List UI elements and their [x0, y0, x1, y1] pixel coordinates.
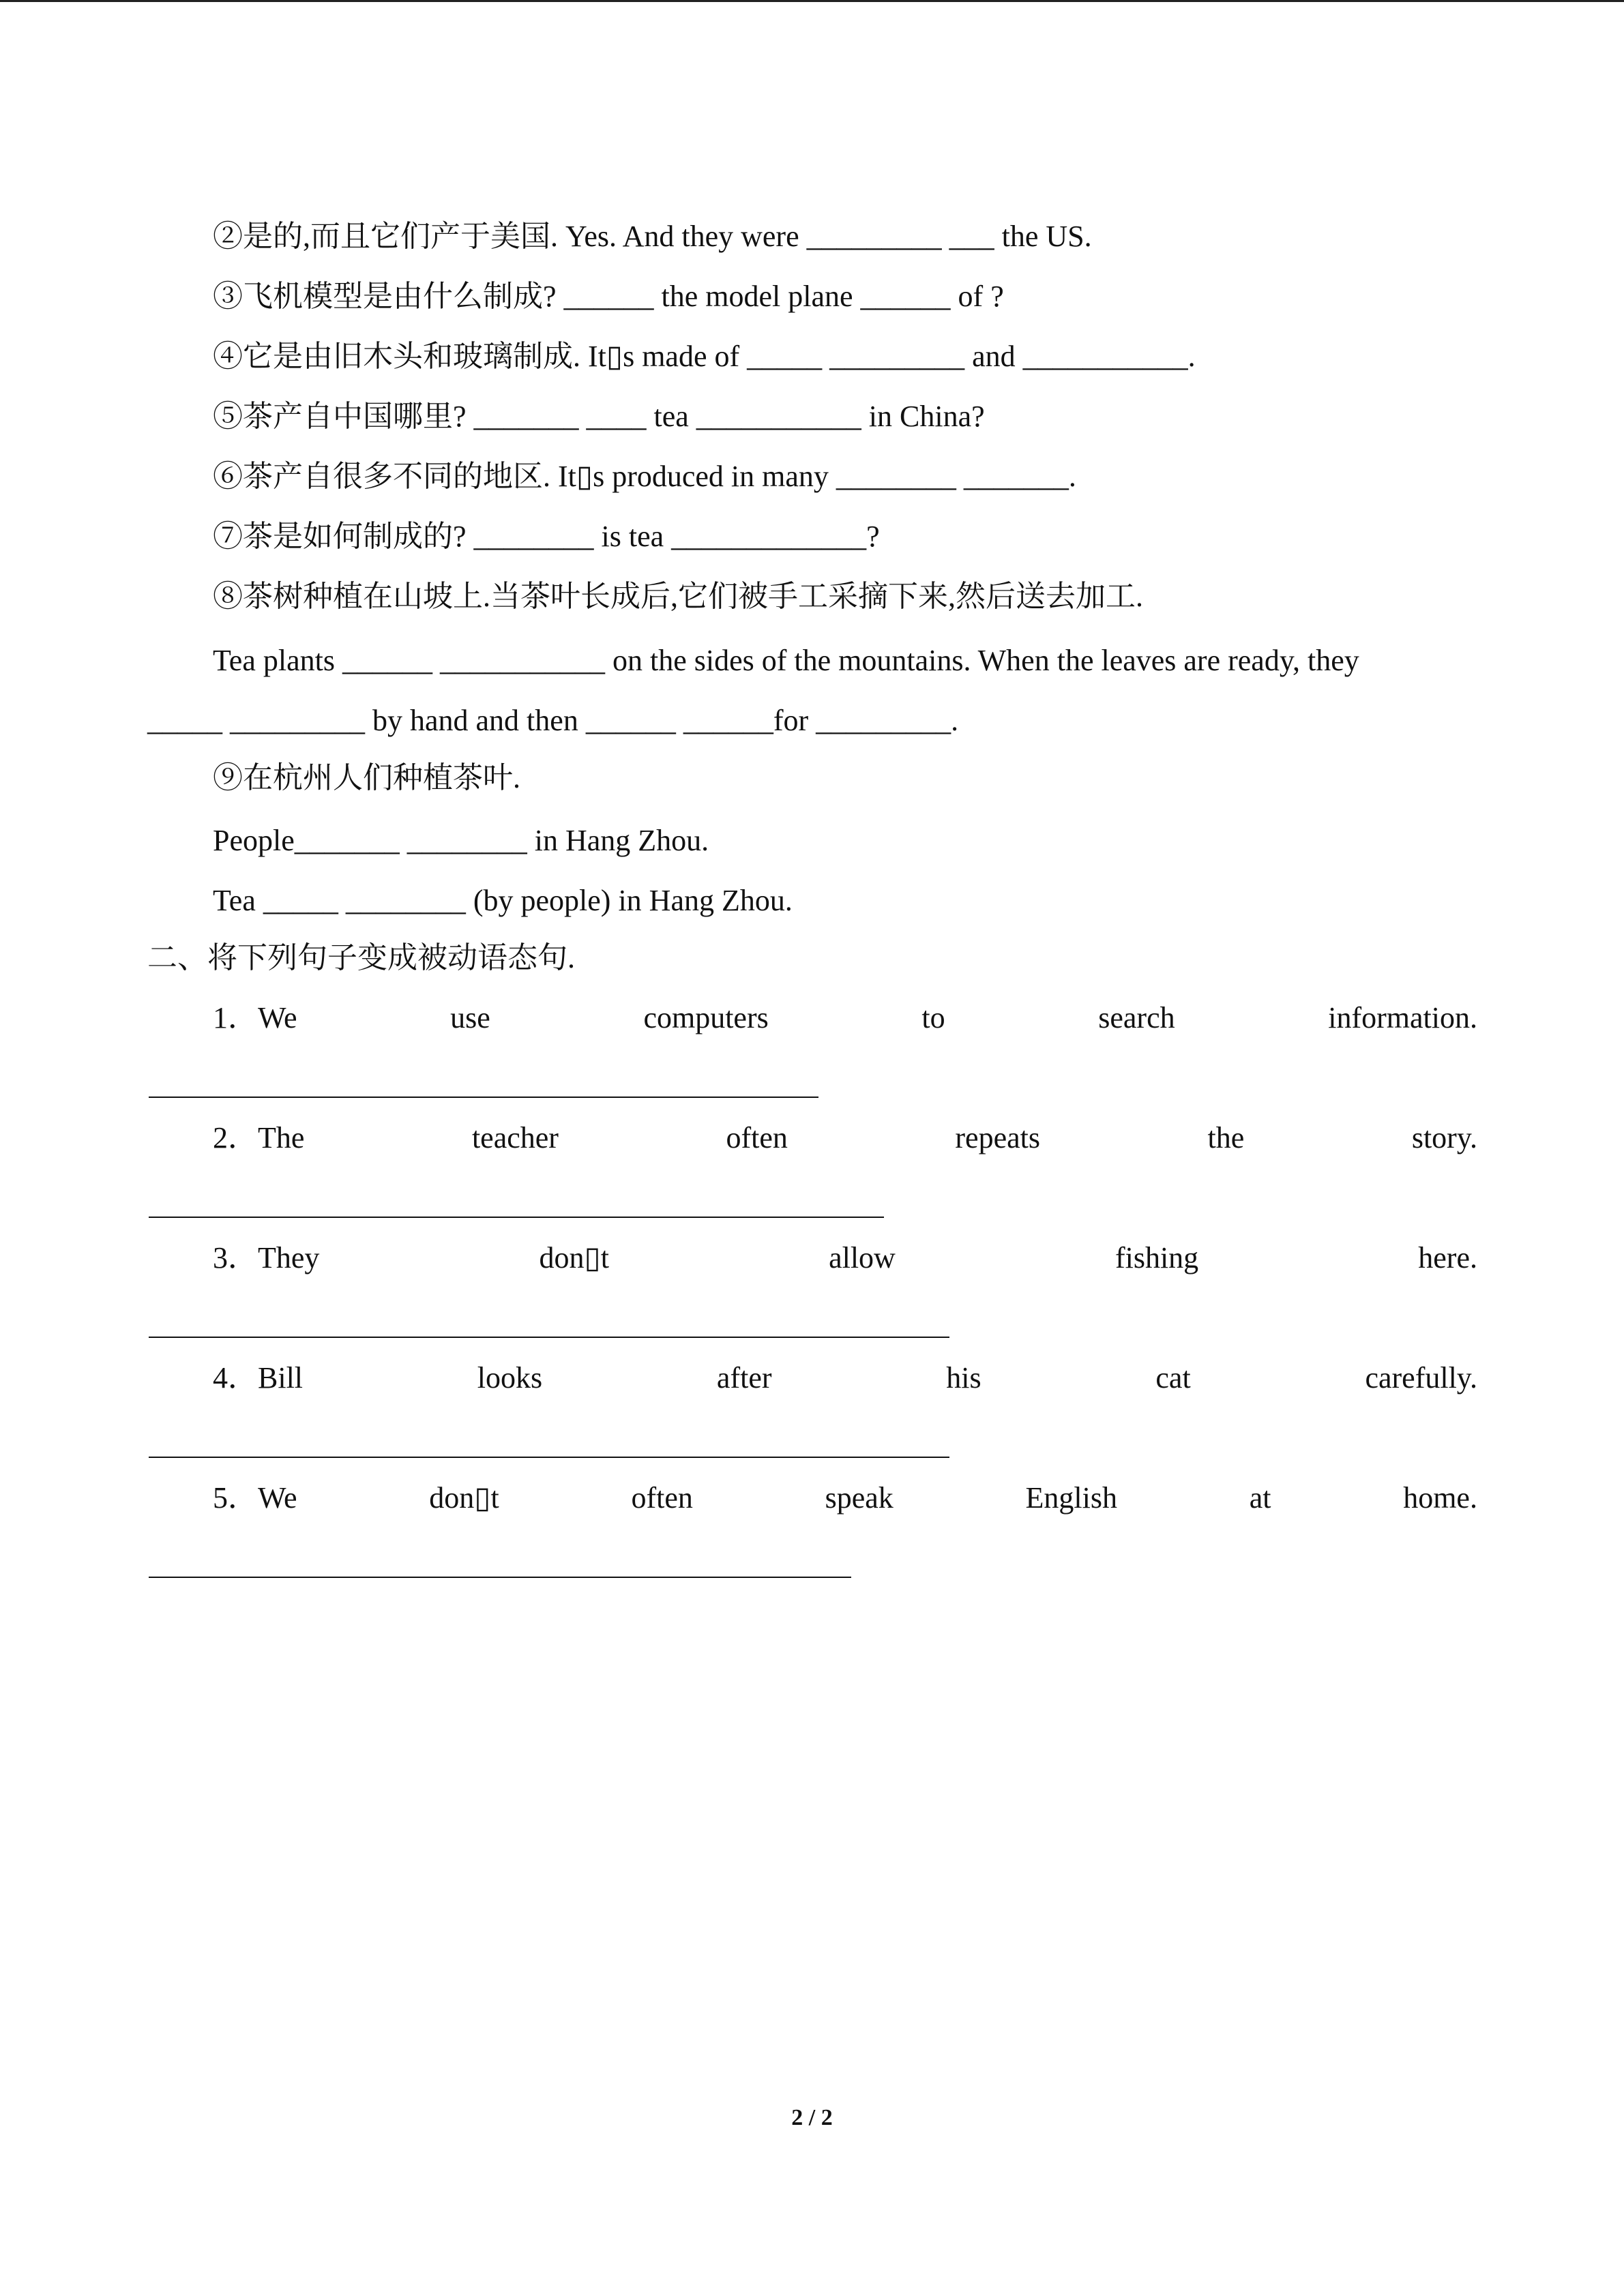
item-word: repeats: [955, 1121, 1040, 1154]
section-two-heading: 二、将下列句子变成被动语态句.: [147, 941, 575, 974]
exercise-q7: ⑦茶是如何制成的? ________ is tea _____________?: [213, 520, 880, 553]
item-word: computers: [643, 1001, 769, 1034]
answer-line-5: [149, 1577, 851, 1578]
passive-item-2: [213, 1118, 1477, 1159]
exercise-q9-active: People_______ ________ in Hang Zhou.: [213, 824, 709, 857]
item-word: 2．The: [213, 1121, 305, 1154]
exercise-q9-chinese: ⑨在杭州人们种植茶叶.: [213, 761, 520, 794]
item-word: looks: [477, 1361, 543, 1395]
exercise-q8-chinese: ⑧茶树种植在山坡上.当茶叶长成后,它们被手工采摘下来,然后送去加工.: [213, 580, 1143, 613]
item-word: at: [1249, 1481, 1271, 1515]
item-word: to: [921, 1001, 945, 1034]
exercise-q3: ③飞机模型是由什么制成? ______ the model plane ______ of ?: [213, 280, 1004, 313]
exercise-q9-passive: Tea _____ ________ (by people) in Hang Zhou.: [213, 884, 793, 917]
page-number: 2 / 2: [791, 2105, 833, 2130]
exercise-q5: ⑤茶产自中国哪里? _______ ____ tea ___________ in China?: [213, 400, 985, 433]
exercise-q2: ②是的,而且它们产于美国. Yes. And they were _________ ___ the US.: [213, 220, 1092, 253]
answer-line-3: [149, 1337, 949, 1338]
item-word: fishing: [1114, 1241, 1199, 1274]
item-word: here.: [1418, 1241, 1477, 1274]
exercise-q4: ④它是由旧木头和玻璃制成. It▯s made of _____ _________ and ___________.: [213, 340, 1196, 373]
item-word: use: [450, 1001, 490, 1034]
item-word: cat: [1155, 1361, 1191, 1395]
item-word: teacher: [471, 1121, 559, 1154]
exercise-q6: ⑥茶产自很多不同的地区. It▯s produced in many ________ _______.: [213, 460, 1076, 493]
item-word: often: [631, 1481, 693, 1515]
item-word: allow: [829, 1241, 896, 1274]
item-word: the: [1207, 1121, 1245, 1154]
passive-item-3: [213, 1238, 1477, 1279]
item-word: his: [946, 1361, 981, 1395]
item-word: 1．We: [213, 1001, 297, 1034]
item-word: don▯t: [429, 1481, 499, 1515]
exercise-q8-english-line1: Tea plants ______ ___________ on the sides of the mountains. When the leaves are ready, they: [213, 644, 1359, 677]
item-word: 5．We: [213, 1481, 297, 1515]
item-word: often: [726, 1121, 788, 1154]
item-word: don▯t: [539, 1241, 609, 1274]
item-word: speak: [825, 1481, 894, 1515]
item-word: search: [1098, 1001, 1175, 1034]
item-word: English: [1025, 1481, 1117, 1515]
answer-line-4: [149, 1457, 949, 1458]
exercise-q8-english-line2: _____ _________ by hand and then ______ ______for _________.: [147, 704, 959, 737]
item-word: 3．They: [213, 1241, 320, 1274]
answer-line-1: [149, 1097, 818, 1098]
passive-item-1: [213, 998, 1477, 1039]
item-word: 4．Bill: [213, 1361, 304, 1395]
item-word: home.: [1403, 1481, 1477, 1515]
item-word: information.: [1328, 1001, 1477, 1034]
item-word: story.: [1411, 1121, 1477, 1154]
item-word: carefully.: [1365, 1361, 1477, 1395]
passive-item-5: [213, 1478, 1477, 1519]
item-word: after: [716, 1361, 772, 1395]
answer-line-2: [149, 1217, 884, 1218]
passive-item-4: [213, 1358, 1477, 1399]
